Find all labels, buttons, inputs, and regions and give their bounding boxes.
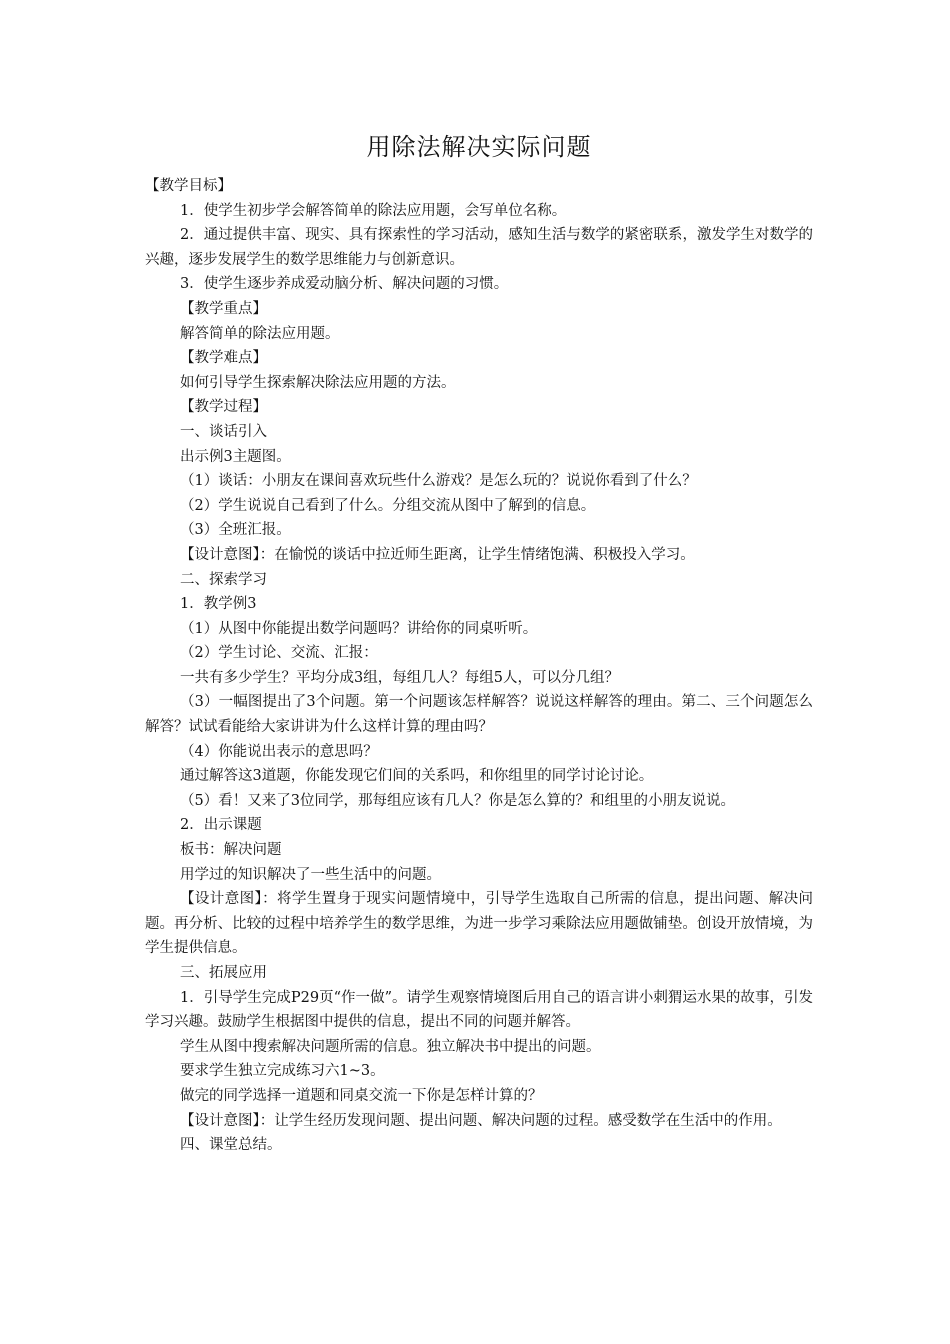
paragraph: （3）一幅图提出了3个问题。第一个问题该怎样解答？说说这样解答的理由。第二、三个问题怎么解答？试试看能给大家讲讲为什么这样计算的理由吗？ bbox=[145, 694, 813, 736]
paragraph: 用学过的知识解决了一些生活中的问题。 bbox=[180, 866, 441, 883]
document-body bbox=[145, 174, 813, 1158]
paragraph: （5）看！又来了3位同学，那每组应该有几人？你是怎么算的？和组里的小朋友说说。 bbox=[180, 792, 735, 809]
paragraph: 3．使学生逐步养成爱动脑分析、解决问题的习惯。 bbox=[180, 276, 509, 293]
paragraph: 2．通过提供丰富、现实、具有探索性的学习活动，感知生活与数学的紧密联系，激发学生对数学的兴趣，逐步发展学生的数学思维能力与创新意识。 bbox=[145, 227, 813, 268]
paragraph: 【设计意图】：将学生置身于现实问题情境中，引导学生选取自己所需的信息，提出问题、解决问题。再分析、比较的过程中培养学生的数学思维，为进一步学习乘除法应用题做铺垫。创设开放情境，为学生提供信息。 bbox=[145, 891, 813, 957]
document-title: 用除法解决实际问题 bbox=[366, 133, 592, 161]
paragraph: 【教学目标】 bbox=[145, 178, 232, 194]
paragraph: 一共有多少学生？平均分成3组，每组几人？每组5人，可以分几组？ bbox=[180, 669, 619, 686]
paragraph: （4）你能说出表示的意思吗？ bbox=[180, 743, 378, 760]
paragraph: 一、谈话引入 bbox=[180, 423, 267, 440]
paragraph: 通过解答这3道题，你能发现它们间的关系吗，和你组里的同学讨论讨论。 bbox=[180, 768, 654, 785]
paragraph: 如何引导学生探索解决除法应用题的方法。 bbox=[180, 374, 456, 391]
paragraph: 【教学过程】 bbox=[180, 399, 267, 416]
paragraph: （1）谈话：小朋友在课间喜欢玩些什么游戏？是怎么玩的？说说你看到了什么？ bbox=[180, 473, 697, 490]
paragraph: 1．引导学生完成P29页“作一做”。请学生观察情境图后用自己的语言讲小刺猬运水果的故事，引发学习兴趣。鼓励学生根据图中提供的信息，提出不同的问题并解答。 bbox=[145, 989, 813, 1031]
paragraph: 1．教学例3 bbox=[180, 596, 257, 613]
paragraph: （3）全班汇报。 bbox=[180, 522, 291, 539]
paragraph: 二、探索学习 bbox=[180, 571, 267, 588]
paragraph: 解答简单的除法应用题。 bbox=[180, 325, 340, 342]
paragraph: （2）学生讨论、交流、汇报： bbox=[180, 645, 378, 662]
document-page bbox=[145, 130, 813, 1158]
paragraph: 要求学生独立完成练习六1~3。 bbox=[180, 1063, 385, 1080]
paragraph: 【设计意图】：在愉悦的谈话中拉近师生距离，让学生情绪饱满、积极投入学习。 bbox=[180, 546, 695, 563]
paragraph: （2）学生说说自己看到了什么。分组交流从图中了解到的信息。 bbox=[180, 497, 596, 514]
paragraph: 四、课堂总结。 bbox=[180, 1137, 282, 1154]
paragraph: 出示例3主题图。 bbox=[180, 448, 291, 465]
paragraph: 做完的同学选择一道题和同桌交流一下你是怎样计算的？ bbox=[180, 1087, 543, 1104]
paragraph: 2．出示课题 bbox=[180, 817, 262, 834]
paragraph: 【教学重点】 bbox=[180, 300, 267, 317]
paragraph: 学生从图中搜索解决问题所需的信息。独立解决书中提出的问题。 bbox=[180, 1038, 601, 1055]
paragraph: 三、拓展应用 bbox=[180, 965, 267, 981]
paragraph: 1．使学生初步学会解答简单的除法应用题，会写单位名称。 bbox=[180, 202, 567, 219]
paragraph: 【教学难点】 bbox=[180, 350, 267, 367]
paragraph: 【设计意图】：让学生经历发现问题、提出问题、解决问题的过程。感受数学在生活中的作用。 bbox=[180, 1112, 782, 1129]
paragraph: 板书：解决问题 bbox=[180, 842, 282, 859]
paragraph: （1）从图中你能提出数学问题吗？讲给你的同桌听听。 bbox=[180, 620, 538, 637]
